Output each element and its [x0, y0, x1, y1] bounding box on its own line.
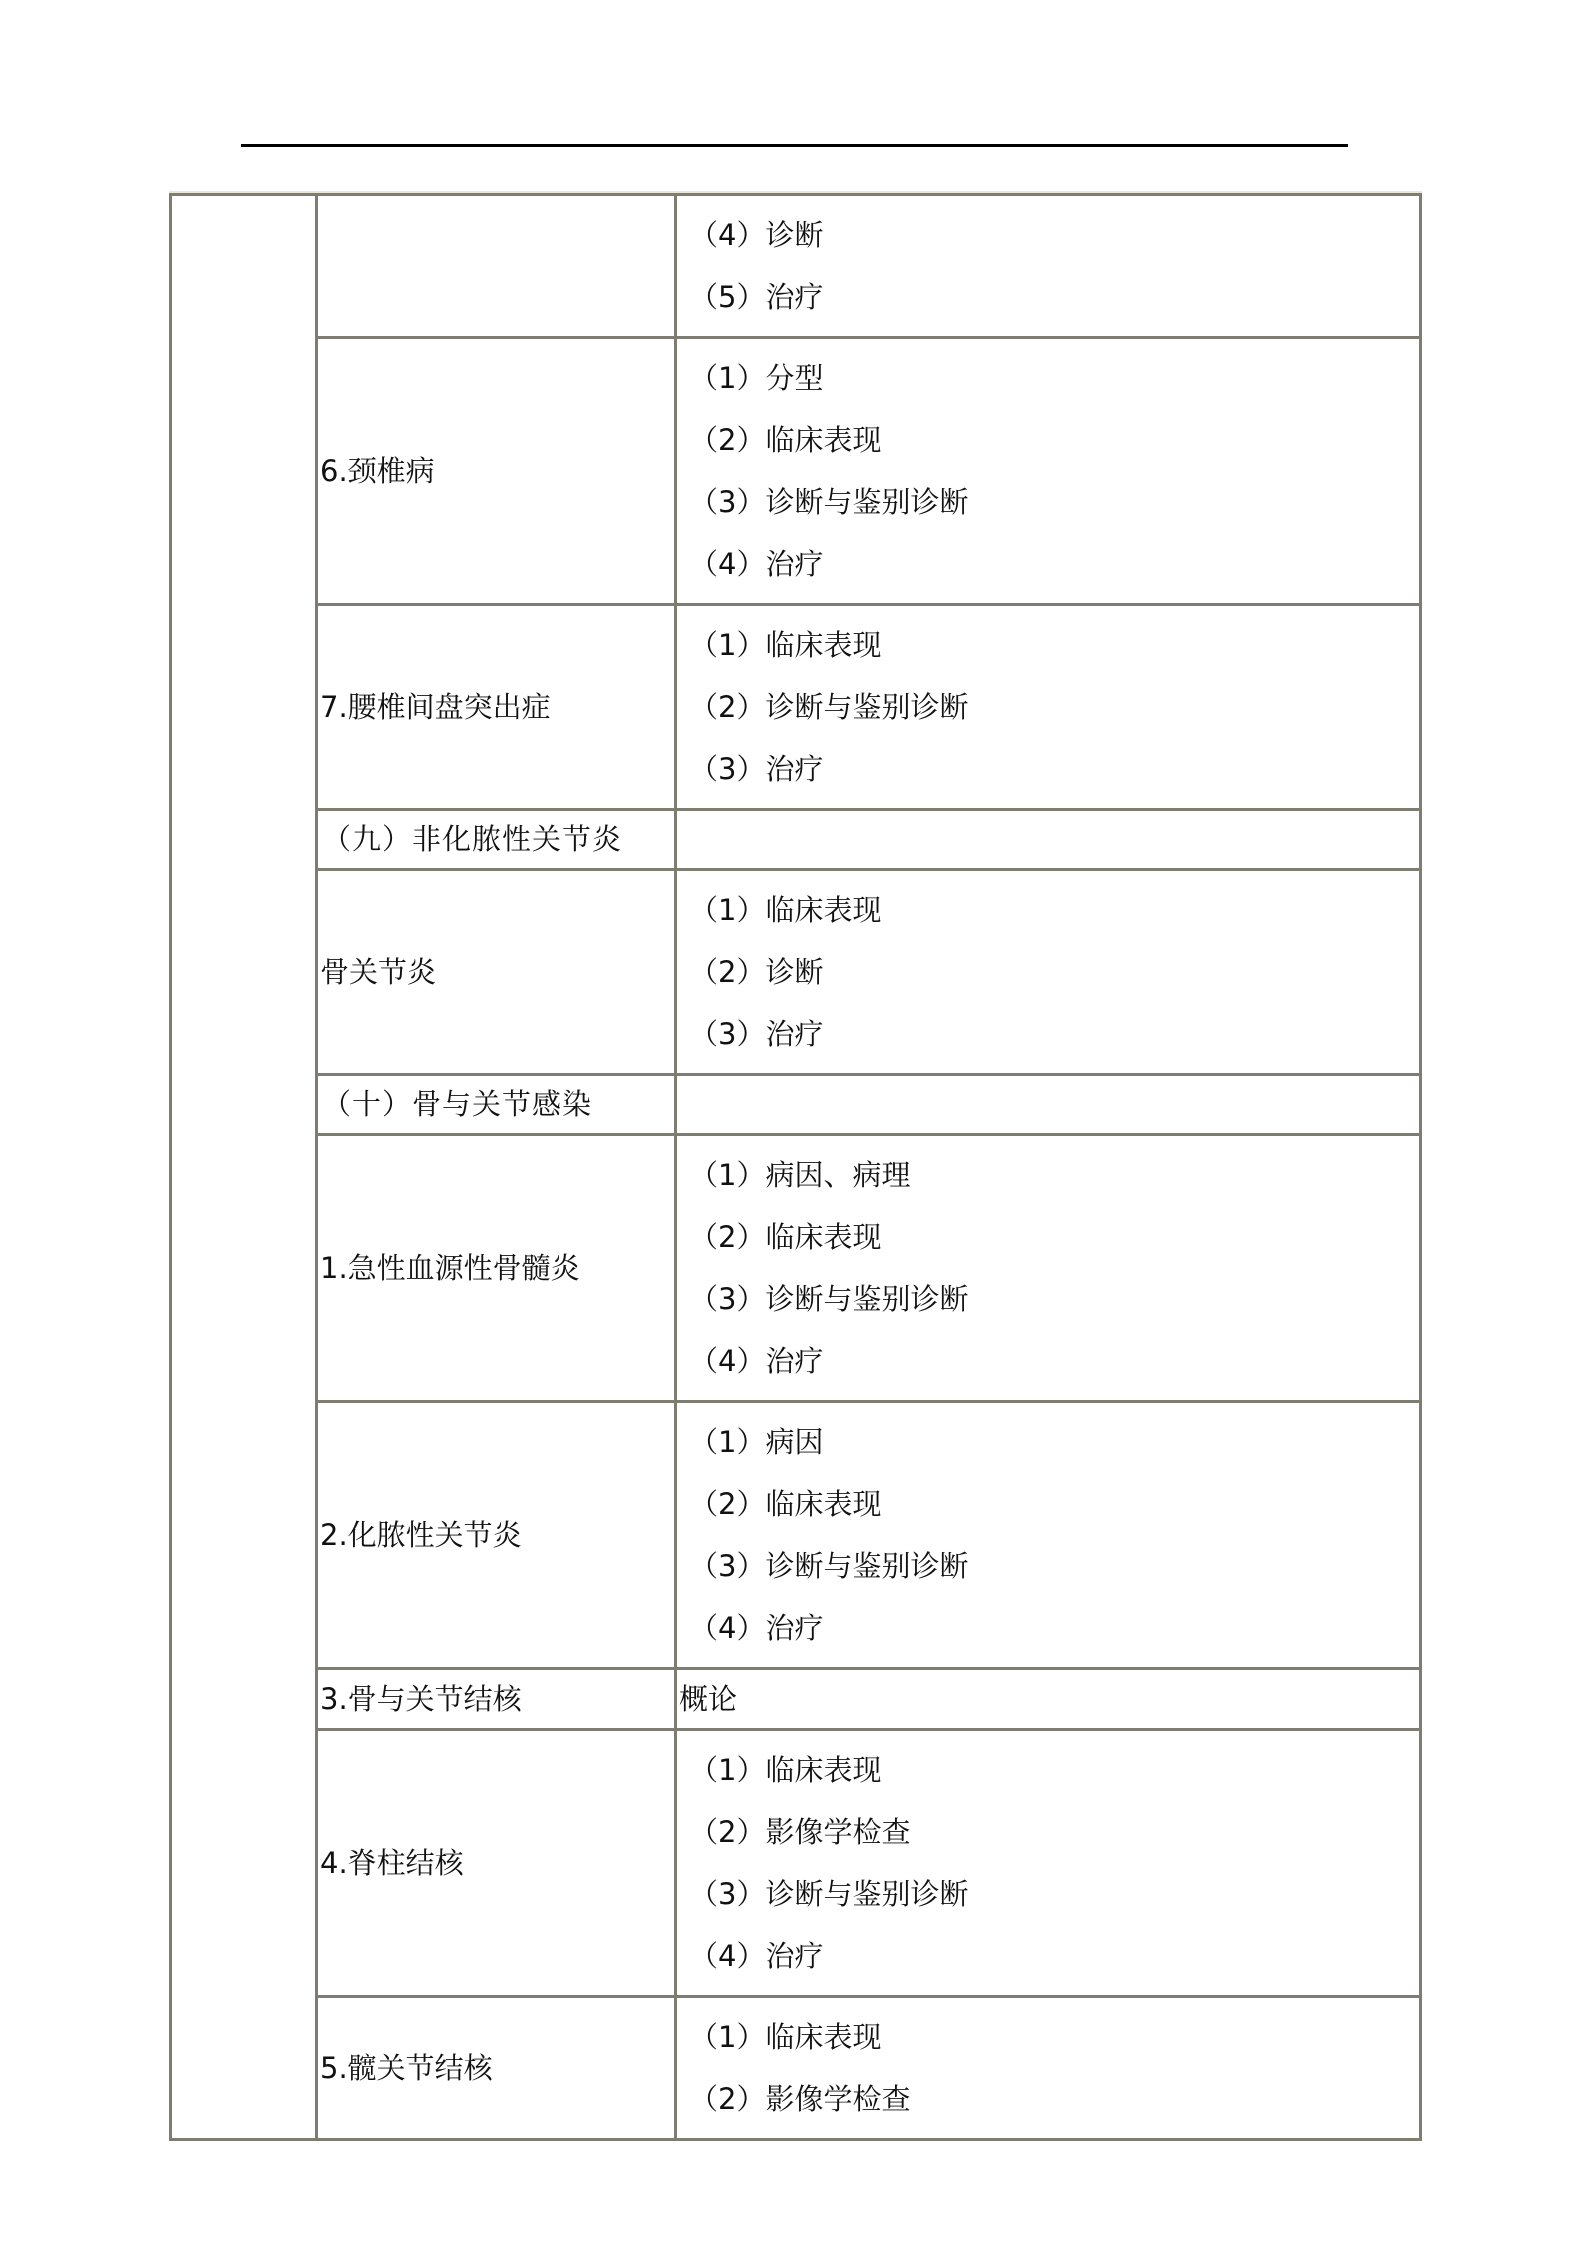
header-rule: [241, 144, 1348, 147]
empty-cell: [676, 1075, 1421, 1135]
topic-cell: 1.急性血源性骨髓炎: [317, 1135, 676, 1402]
point-item: （1）临床表现: [689, 628, 882, 662]
point-item: （1）临床表现: [689, 2020, 882, 2054]
topic-cell: 2.化脓性关节炎: [317, 1402, 676, 1669]
point-item: （2）临床表现: [689, 423, 882, 457]
point-item: （4）诊断: [689, 218, 824, 252]
points-cell: [676, 605, 1421, 810]
point-item: （3）诊断与鉴别诊断: [689, 1877, 969, 1911]
points-cell: [676, 338, 1421, 605]
table-row: [171, 870, 1421, 1075]
points-cell: [676, 195, 1421, 338]
points-cell: [676, 870, 1421, 1075]
section-heading: （九）非化脓性关节炎: [317, 810, 676, 870]
point-item: （4）治疗: [689, 1611, 824, 1645]
points-cell: [676, 1997, 1421, 2140]
point-item: （2）影像学检查: [689, 2082, 911, 2116]
point-item: （2）临床表现: [689, 1220, 882, 1254]
point-item: （3）治疗: [689, 752, 824, 786]
table-row: [171, 1669, 1421, 1730]
points-cell: [676, 1402, 1421, 1669]
table-row: [171, 1135, 1421, 1402]
point-item: （2）诊断与鉴别诊断: [689, 690, 969, 724]
topic-cell: [317, 195, 676, 338]
point-item: （3）诊断与鉴别诊断: [689, 1282, 969, 1316]
table-row: [171, 338, 1421, 605]
point-item: （2）诊断: [689, 955, 824, 989]
section-heading: （十）骨与关节感染: [317, 1075, 676, 1135]
point-item: （1）临床表现: [689, 1753, 882, 1787]
topic-cell: 骨关节炎: [317, 870, 676, 1075]
point-item: （2）影像学检查: [689, 1815, 911, 1849]
point-item: （4）治疗: [689, 1939, 824, 1973]
topic-cell: 6.颈椎病: [317, 338, 676, 605]
point-item: （1）临床表现: [689, 893, 882, 927]
point-item: （3）诊断与鉴别诊断: [689, 485, 969, 519]
table-row: [171, 1402, 1421, 1669]
point-item: （1）病因: [689, 1425, 824, 1459]
category-cell: [171, 195, 317, 2140]
point-item: （4）治疗: [689, 547, 824, 581]
topic-cell: 5.髋关节结核: [317, 1997, 676, 2140]
table-row: [171, 605, 1421, 810]
syllabus-table: [169, 193, 1422, 2141]
table-row: [171, 195, 1421, 338]
topic-cell: 7.腰椎间盘突出症: [317, 605, 676, 810]
point-item: （2）临床表现: [689, 1487, 882, 1521]
points-cell: [676, 1730, 1421, 1997]
table-row: [171, 1075, 1421, 1135]
empty-cell: [676, 810, 1421, 870]
topic-cell: 3.骨与关节结核: [317, 1669, 676, 1730]
table-row: [171, 1730, 1421, 1997]
points-cell: [676, 1135, 1421, 1402]
point-item: （4）治疗: [689, 1344, 824, 1378]
point-item: （1）分型: [689, 361, 824, 395]
table-row: [171, 810, 1421, 870]
table-row: [171, 1997, 1421, 2140]
point-item: （1）病因、病理: [689, 1158, 911, 1192]
point-item: （5）治疗: [689, 280, 824, 314]
topic-cell: 4.脊柱结核: [317, 1730, 676, 1997]
point-item: （3）治疗: [689, 1017, 824, 1051]
point-item: （3）诊断与鉴别诊断: [689, 1549, 969, 1583]
detail-cell: 概论: [676, 1669, 1421, 1730]
